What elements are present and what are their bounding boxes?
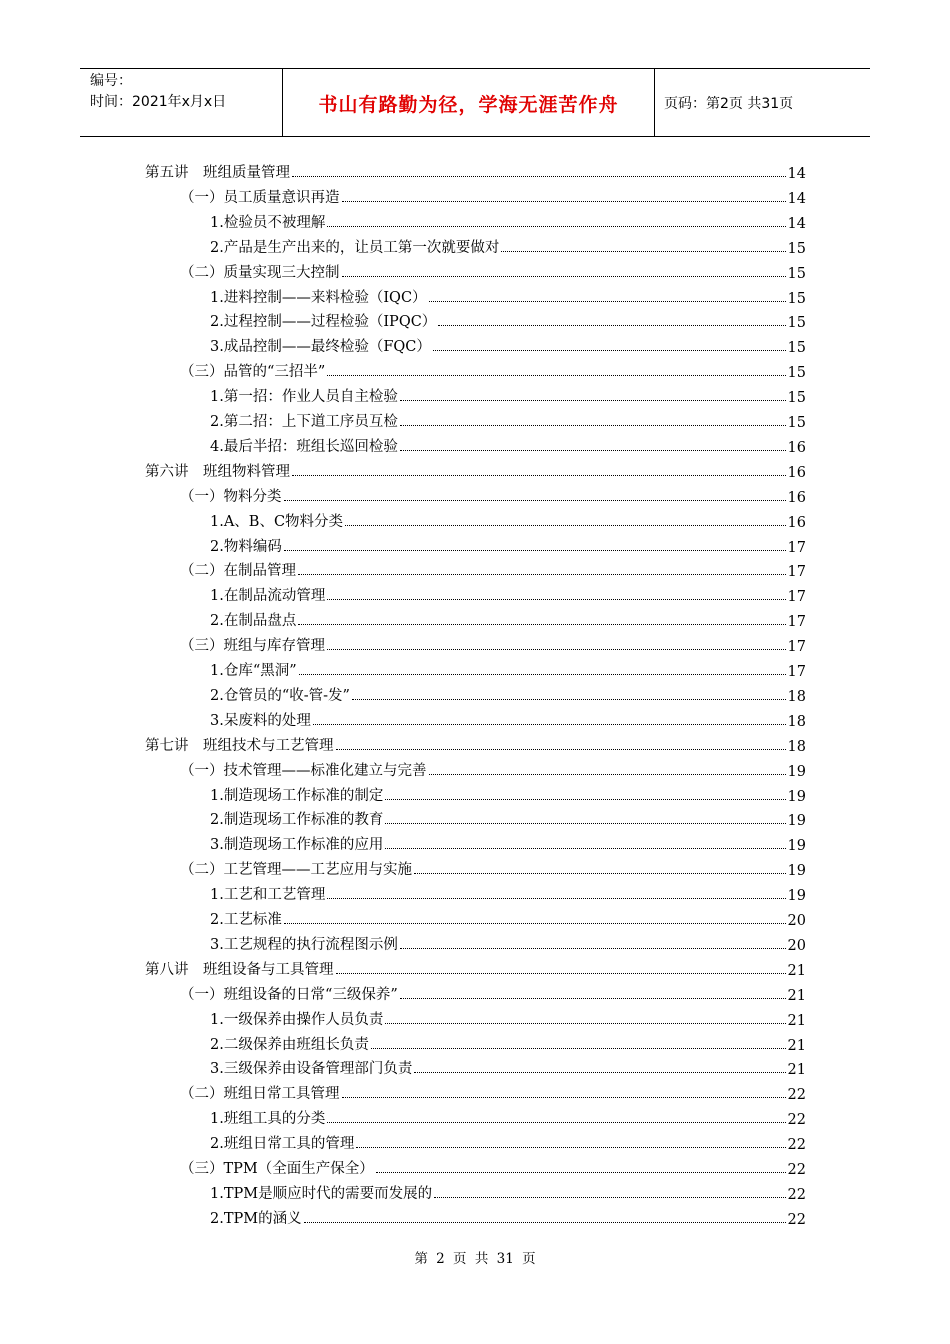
toc-entry-title: 2.第二招：上下道工序员互检 xyxy=(210,414,398,430)
toc-entry-page: 19 xyxy=(787,763,806,780)
toc-entry-page: 22 xyxy=(787,1162,806,1178)
toc-entry-title: 第五讲 班组质量管理 xyxy=(145,165,290,181)
toc-entry-title: （一）班组设备的日常“三级保养” xyxy=(180,986,398,1003)
toc-entry-title: （一）技术管理——标准化建立与完善 xyxy=(180,762,427,779)
toc-entry-title: 1.制造现场工作标准的制定 xyxy=(210,787,384,804)
toc-entry-title: （二）班组日常工具管理 xyxy=(180,1086,340,1103)
page-footer: 第 2 页 共 31 页 xyxy=(414,1251,536,1267)
toc-leader-dots xyxy=(342,200,786,202)
toc-entry-title: 1.在制品流动管理 xyxy=(210,588,326,605)
toc-entry[interactable] xyxy=(180,185,806,207)
toc-entry[interactable] xyxy=(145,160,806,182)
toc-entry-title: 2.物料编码 xyxy=(210,538,282,555)
toc-entry-page: 19 xyxy=(787,788,806,805)
toc-leader-dots xyxy=(298,623,785,625)
toc-entry-title: （二）在制品管理 xyxy=(180,563,296,580)
toc-entry-title: 1.进料控制——来料检验（IQC） xyxy=(210,289,427,306)
toc-entry[interactable] xyxy=(210,1056,806,1078)
toc-entry-title: （二）工艺管理——工艺应用与实施 xyxy=(180,862,412,879)
toc-entry[interactable] xyxy=(180,857,806,879)
toc-leader-dots xyxy=(342,1096,786,1098)
header-motto: 书山有路勤为径，学海无涯苦作舟 xyxy=(318,94,619,116)
toc-leader-dots xyxy=(400,399,786,401)
toc-entry-page: 22 xyxy=(787,1137,806,1154)
toc-leader-dots xyxy=(352,698,786,700)
toc-entry[interactable] xyxy=(210,658,806,680)
toc-entry-page: 21 xyxy=(787,1012,806,1029)
toc-entry-title: 3.呆废料的处理 xyxy=(210,712,311,729)
toc-leader-dots xyxy=(356,1146,785,1148)
toc-leader-dots xyxy=(299,673,786,675)
toc-leader-dots xyxy=(292,474,786,476)
toc-leader-dots xyxy=(327,225,785,227)
toc-entry-page: 15 xyxy=(787,240,806,257)
toc-entry-page: 22 xyxy=(787,1112,806,1129)
toc-entry-page: 15 xyxy=(787,365,806,382)
toc-leader-dots xyxy=(385,822,785,824)
toc-entry[interactable] xyxy=(210,608,806,630)
document-time-label: 时间：2021年x月x日 xyxy=(90,94,227,110)
toc-entry-title: （一）物料分类 xyxy=(180,488,282,505)
toc-leader-dots xyxy=(433,349,786,351)
toc-entry[interactable] xyxy=(210,907,806,929)
toc-leader-dots xyxy=(438,324,785,326)
toc-entry-title: 2.班组日常工具的管理 xyxy=(210,1136,355,1153)
toc-entry[interactable] xyxy=(210,683,806,705)
toc-entry[interactable] xyxy=(210,509,806,531)
toc-entry-title: 2.过程控制——过程检验（IPQC） xyxy=(210,314,437,331)
toc-entry-page: 16 xyxy=(787,439,806,456)
toc-leader-dots xyxy=(385,1022,785,1024)
toc-leader-dots xyxy=(327,897,785,899)
toc-entry-title: 1.第一招：作业人员自主检验 xyxy=(210,389,398,406)
toc-entry-title: 1.一级保养由操作人员负责 xyxy=(210,1011,384,1028)
toc-entry-title: 3.成品控制——最终检验（FQC） xyxy=(210,339,431,356)
toc-entry[interactable] xyxy=(210,285,806,307)
toc-entry[interactable] xyxy=(210,708,806,730)
toc-entry-page: 22 xyxy=(787,1211,806,1228)
toc-entry-page: 21 xyxy=(787,962,806,979)
toc-entry-page: 22 xyxy=(787,1186,806,1203)
toc-leader-dots xyxy=(342,275,786,277)
toc-leader-dots xyxy=(501,250,785,252)
toc-entry[interactable] xyxy=(210,409,806,431)
toc-leader-dots xyxy=(400,997,786,999)
toc-entry[interactable] xyxy=(210,1032,806,1054)
toc-entry-title: 第八讲 班组设备与工具管理 xyxy=(145,961,334,978)
toc-entry[interactable] xyxy=(210,210,806,232)
toc-entry-page: 19 xyxy=(787,863,806,880)
toc-entry[interactable] xyxy=(210,309,806,331)
toc-leader-dots xyxy=(429,300,786,302)
toc-leader-dots xyxy=(371,1047,786,1049)
toc-entry-page: 16 xyxy=(787,514,806,531)
toc-entry-page: 18 xyxy=(787,688,806,705)
toc-leader-dots xyxy=(376,1171,786,1173)
toc-leader-dots xyxy=(345,524,785,526)
toc-leader-dots xyxy=(400,947,786,949)
toc-entry[interactable] xyxy=(210,534,806,556)
toc-entry-page: 17 xyxy=(787,564,806,581)
toc-leader-dots xyxy=(385,847,785,849)
toc-entry-title: 1.仓库“黑洞” xyxy=(210,663,297,679)
toc-entry[interactable] xyxy=(145,957,806,979)
toc-entry-title: 1.检验员不被理解 xyxy=(210,214,326,231)
toc-leader-dots xyxy=(284,922,786,924)
toc-leader-dots xyxy=(429,773,786,775)
toc-entry-title: （一）员工质量意识再造 xyxy=(180,189,340,206)
header-divider xyxy=(654,69,655,136)
toc-entry[interactable] xyxy=(210,932,806,954)
toc-entry[interactable] xyxy=(180,982,806,1004)
toc-entry-page: 15 xyxy=(787,265,806,282)
toc-entry-title: 1.A、B、C物料分类 xyxy=(210,513,344,530)
toc-entry-title: 2.二级保养由班组长负责 xyxy=(210,1036,369,1053)
toc-entry-page: 16 xyxy=(787,489,806,506)
toc-entry-title: 2.仓管员的“收-管-发” xyxy=(210,687,350,704)
header-meta xyxy=(90,71,226,113)
toc-entry-page: 17 xyxy=(787,614,806,631)
toc-entry-page: 22 xyxy=(787,1087,806,1104)
toc-entry[interactable] xyxy=(210,334,806,356)
toc-leader-dots xyxy=(327,598,785,600)
toc-leader-dots xyxy=(298,573,786,575)
toc-entry[interactable] xyxy=(145,733,806,755)
toc-leader-dots xyxy=(292,175,786,177)
toc-leader-dots xyxy=(336,748,786,750)
toc-entry-page: 21 xyxy=(787,1062,806,1079)
toc-entry[interactable] xyxy=(210,1131,806,1153)
toc-leader-dots xyxy=(434,1196,785,1198)
toc-entry-page: 19 xyxy=(787,813,806,830)
toc-entry[interactable] xyxy=(210,1007,806,1029)
toc-entry[interactable] xyxy=(210,384,806,406)
toc-entry-page: 20 xyxy=(787,937,806,954)
toc-entry-title: 2.制造现场工作标准的教育 xyxy=(210,812,384,829)
toc-leader-dots xyxy=(284,499,786,501)
toc-entry-title: 1.班组工具的分类 xyxy=(210,1111,326,1128)
toc-entry[interactable] xyxy=(180,1156,806,1178)
toc-leader-dots xyxy=(385,798,785,800)
toc-entry-title: 1.TPM是顺应时代的需要而发展的 xyxy=(210,1185,433,1202)
toc-entry[interactable] xyxy=(210,832,806,854)
toc-entry[interactable] xyxy=(180,260,806,282)
toc-entry[interactable] xyxy=(210,583,806,605)
toc-entry[interactable] xyxy=(145,459,806,481)
toc-entry-page: 17 xyxy=(787,664,806,680)
toc-entry-page: 18 xyxy=(787,738,806,755)
toc-entry-title: 3.工艺规程的执行流程图示例 xyxy=(210,936,398,953)
toc-entry-title: （二）质量实现三大控制 xyxy=(180,264,340,281)
toc-entry-page: 15 xyxy=(787,315,806,332)
toc-entry[interactable] xyxy=(210,882,806,904)
toc-entry-page: 15 xyxy=(787,390,806,407)
toc-entry-page: 16 xyxy=(787,464,806,481)
toc-entry-page: 14 xyxy=(787,166,806,182)
toc-leader-dots xyxy=(327,648,786,650)
toc-leader-dots xyxy=(336,972,786,974)
document-number-label: 编号： xyxy=(90,73,132,89)
toc-entry[interactable] xyxy=(210,1206,806,1228)
toc-entry[interactable] xyxy=(210,235,806,257)
toc-entry-title: 第六讲 班组物料管理 xyxy=(145,463,290,480)
document-header xyxy=(80,68,870,137)
toc-entry[interactable] xyxy=(210,1106,806,1128)
toc-entry[interactable] xyxy=(210,434,806,456)
toc-entry-title: （三）品管的“三招半” xyxy=(180,364,326,381)
toc-entry[interactable] xyxy=(210,783,806,805)
toc-entry-page: 15 xyxy=(787,340,806,357)
toc-entry[interactable] xyxy=(180,758,806,780)
toc-entry-title: 3.三级保养由设备管理部门负责 xyxy=(210,1061,413,1078)
toc-entry-title: 2.在制品盘点 xyxy=(210,613,297,630)
toc-entry[interactable] xyxy=(180,558,806,580)
toc-entry[interactable] xyxy=(180,359,806,381)
toc-entry-title: 第七讲 班组技术与工艺管理 xyxy=(145,737,334,754)
toc-entry-page: 14 xyxy=(787,215,806,232)
toc-leader-dots xyxy=(414,1071,785,1073)
toc-entry-title: 2.产品是生产出来的，让员工第一次就要做对 xyxy=(210,239,500,256)
toc-leader-dots xyxy=(313,723,786,725)
toc-entry-title: （三）TPM（全面生产保全） xyxy=(180,1161,374,1177)
toc-leader-dots xyxy=(327,374,785,376)
toc-entry-page: 17 xyxy=(787,589,806,606)
toc-entry[interactable] xyxy=(210,807,806,829)
toc-entry-title: 2.工艺标准 xyxy=(210,912,282,928)
header-page-info: 页码：第2页 共31页 xyxy=(664,96,794,112)
toc-entry-page: 15 xyxy=(787,290,806,307)
toc-leader-dots xyxy=(304,1221,786,1223)
toc-leader-dots xyxy=(284,549,786,551)
toc-leader-dots xyxy=(400,424,786,426)
toc-entry-title: 4.最后半招：班组长巡回检验 xyxy=(210,438,398,455)
toc-entry-page: 19 xyxy=(787,838,806,855)
toc-entry[interactable] xyxy=(180,633,806,655)
toc-entry-title: 3.制造现场工作标准的应用 xyxy=(210,837,384,854)
toc-entry-title: （三）班组与库存管理 xyxy=(180,638,325,655)
toc-entry-title: 1.工艺和工艺管理 xyxy=(210,887,326,904)
toc-entry-page: 21 xyxy=(787,1037,806,1054)
toc-entry[interactable] xyxy=(210,1181,806,1203)
toc-entry-page: 17 xyxy=(787,639,806,656)
toc-entry-title: 2.TPM的涵义 xyxy=(210,1210,302,1227)
toc-entry-page: 21 xyxy=(787,987,806,1004)
toc-entry[interactable] xyxy=(180,1081,806,1103)
toc-entry-page: 17 xyxy=(787,539,806,556)
toc-leader-dots xyxy=(400,449,786,451)
toc-entry[interactable] xyxy=(180,484,806,506)
toc-entry-page: 19 xyxy=(787,888,806,905)
toc-entry-page: 15 xyxy=(787,415,806,431)
toc-leader-dots xyxy=(414,872,786,874)
toc-entry-page: 14 xyxy=(787,190,806,207)
toc-entry-page: 18 xyxy=(787,713,806,730)
toc-leader-dots xyxy=(327,1121,785,1123)
toc-entry-page: 20 xyxy=(787,913,806,929)
